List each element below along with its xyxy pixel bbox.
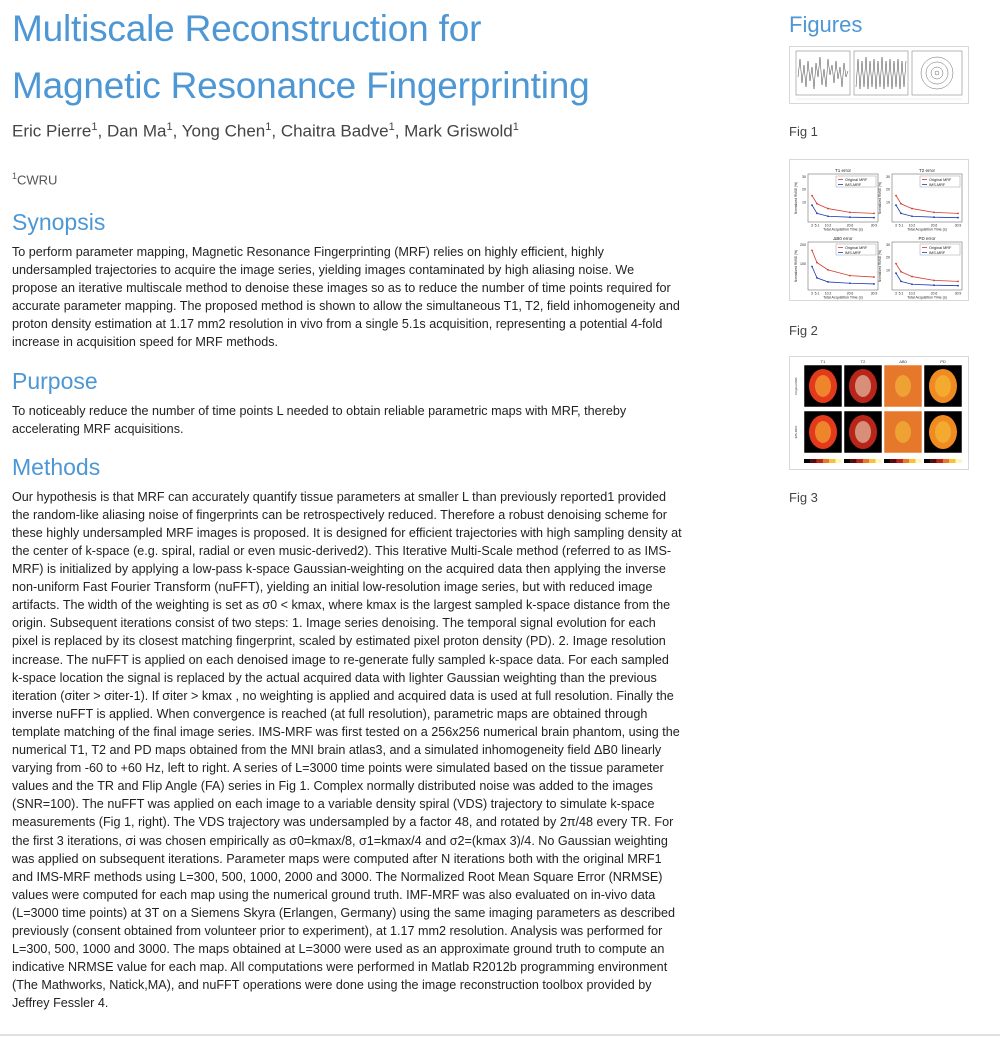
fig2-xtick: 20.6 [846, 223, 854, 228]
fig3-colorbar-segment [850, 459, 856, 463]
affiliation-sup: 1 [12, 170, 18, 181]
fig2-xtick: 3 [811, 291, 813, 296]
fig2-xlabel: Total Acquisition Time (s) [823, 295, 863, 300]
fig2-point-original [911, 276, 913, 278]
author-affil-sup: 1 [265, 121, 272, 133]
fig2-thumbnail[interactable] [789, 159, 969, 301]
fig2-ytick: 100 [800, 262, 806, 266]
fig2-xtick: 20.6 [846, 291, 854, 296]
fig2-xtick: 5.1 [898, 223, 904, 228]
fig2-point-original [895, 195, 897, 197]
fig2-point-original [911, 208, 913, 210]
author-affil-sup: 1 [166, 121, 173, 133]
fig2-point-original [933, 212, 935, 214]
fig2-point-original [900, 203, 902, 205]
fig2-ytick: 30 [802, 175, 806, 179]
fig3-colorbar-segment [897, 459, 903, 463]
fig2-point-original [811, 195, 813, 197]
methods-text: Our hypothesis is that MRF can accurately quantify tissue parameters at smaller L than previously reported1 provided the random-like aliasing noise of fingerprints can be retrospectively reduced. Therefore a robust denoising scheme for these highly undersampled MRF images is proposed. It is designed for efficient trajectories with high sampling density at the center of k-space (e.g. spiral, radial or even music-derived2). This Iterative Multi-Scale method (referred to as IMS-MRF) is initialized by applying a low-pass k-space Gaussian-weighting on the acquired data then applying the inverse non-uniform Fast Fourier Transform (nuFFT), yielding an initial low-resolution image series, but with reduced image artifacts. The width of the weighting is set as σ0 < kmax, where kmax is the largest sampled k-space distance from the origin. Subsequent iterations consist of two steps: 1. Image series denoising. The temporal signal evolution for each pixel is replaced by its closest matching fingerprint, scaled by estimated pixel proton density (PD). 2. Image resolution increase. The nuFFT is applied on each denoised image to re-generate fully sampled k-space data. For each sampled k-space location the signal is replaced by the actual acquired data with lighter Gaussian weighting than the previous iteration (σiter > σiter-1). If σiter > kmax , no weighting is applied and acquired data is used at full resolution. Finally the inverse nuFFT is applied. When convergence is reached (at full resolution), parametric maps are obtained through template matching of the final image series. IMS-MRF was first tested on a 256x256 numerical brain phantom, using the numerical T1, T2 and PD maps obtained from the MNI brain atlas3, and a simulated inhomogeneity field ΔB0 linearly varying from -60 to +60 Hz, left to right. A series of L=3000 time points were simulated based on the tissue parameter values and the TR and Flip Angle (FA) series in Fig 1. Complex normally distributed noise was added to the images (SNR=100). The nuFFT was applied on each image to a variable density spiral (VDS) trajectory to simulate k-space measurements (Fig 1, right). The VDS trajectory was undersampled by a factor 48, and rotated by 2π/48 every TR. For the first 3 iterations, σi was chosen empirically as σ0=kmax/8, σ1=kmax/4 and σ2=(kmax 3)/4. No Gaussian weighting was applied on subsequent iterations. Parameter maps were computed after N iterations both with the original MRF1 and IMS-MRF methods using L=300, 500, 1000, 2000 and 3000. The Normalized Root Mean Square Error (NRMSE) values were computed for each map using the numerical ground truth. IMF-MRF was also evaluated on in-vivo data (L=3000 time points) at 3T on a Siemens Skyra (Erlangen, Germany) using the same imaging parameters as described previously (consent obtained from volunteer prior to experiment), at 1.17 mm2 resolution. Analysis was performed for L=300, 500, 1000 and 3000. The maps obtained at L=3000 were used as an approximate ground truth to compute an indicative NRMSE value for each map. All computations were performed in Matlab R2012b programming environment (The Mathworks, Natick,MA), and nuFFT operations were done using the image reconstruction toolbox provided by Jeffrey Fessler 4. [12, 489, 682, 1011]
fig3-colorbar-segment [836, 459, 842, 463]
fig2-legend-label: IMS-MRF [845, 183, 862, 187]
affiliation [12, 167, 682, 189]
figures-heading: Figures [789, 12, 863, 37]
fig2-point-original [811, 250, 813, 252]
fig2-xtick: 5.1 [814, 291, 820, 296]
fig2-xtick: 3 [811, 223, 813, 228]
fig3-colorbar-segment [884, 459, 890, 463]
purpose-text: To noticeably reduce the number of time points L needed to obtain reliable parametric maps with MRF, thereby accelerating MRF acquisitions. [12, 403, 627, 436]
fig2-xtick: 5.1 [814, 223, 820, 228]
fig2-point-ims [873, 217, 875, 219]
fig3-colorbar-segment [916, 459, 922, 463]
fig3-colorbar-segment [829, 459, 835, 463]
fig1-graphic [790, 47, 968, 103]
fig2-point-original [827, 208, 829, 210]
fig2-xtick: 20.6 [930, 291, 938, 296]
author-affil-sup: 1 [388, 121, 395, 133]
fig2-xtick: 30.9 [954, 223, 962, 228]
fig2-point-ims [816, 212, 818, 214]
fig3-thumbnail[interactable] [789, 356, 969, 470]
fig2-label: Fig 2 [789, 323, 818, 338]
fig2-ylabel: Normalized RMSE (%) [794, 249, 798, 283]
fig2-ytick: 20 [886, 187, 890, 192]
fig3-colorbar-segment [930, 459, 936, 463]
fig2-point-original [933, 280, 935, 282]
author-affil-sup: 1 [91, 121, 98, 133]
fig2-ylabel: Normalized RMSE (%) [878, 249, 882, 283]
fig2-series-original [812, 196, 874, 214]
fig3-brain-core [855, 421, 871, 443]
fig2-point-ims [895, 204, 897, 206]
fig2-point-ims [816, 277, 818, 279]
fig2-ylabel: Normalized RMSE (%) [878, 181, 882, 215]
fig2-legend-label: IMS-MRF [845, 251, 862, 255]
fig3-colorbar-segment [869, 459, 875, 463]
fig2-series-ims [812, 266, 874, 283]
fig2-xtick: 10.2 [908, 291, 916, 296]
fig2-xlabel: Total Acquisition Time (s) [823, 227, 863, 232]
purpose-heading: Purpose [12, 367, 98, 394]
author-name: Yong Chen [181, 121, 266, 141]
fig2-point-ims [900, 280, 902, 282]
fig3-colorbar-segment [863, 459, 869, 463]
affiliation-name: CWRU [17, 171, 58, 187]
fig2-point-original [900, 271, 902, 273]
fig2-xtick: 20.6 [930, 223, 938, 228]
fig2-xlabel: Total Acquisition Time (s) [907, 295, 947, 300]
fig2-point-original [827, 269, 829, 271]
fig2-ytick: 20 [802, 187, 806, 192]
synopsis-text: To perform parameter mapping, Magnetic Resonance Fingerprinting (MRF) relies on highly efficient, highly undersampled trajectories to acquire the image series, yielding images contaminated by high aliasing noise. We propose an iterative multiscale method to denoise these images so as to reduce the number of time points required for accurate parameter mapping. The proposed method is shown to allow the simultaneous T1, T2, field inhomogeneity and proton density estimation at 1.17 mm2 resolution in vivo from a single 5.1s acquisition, representing a potential 4-fold increase in acquisition speed for MRF methods. [12, 244, 680, 350]
page-bottom-rule [0, 1034, 1000, 1036]
fig2-point-ims [849, 282, 851, 284]
fig2-point-original [957, 212, 959, 214]
fig2-legend-label: Original MRF [845, 178, 868, 182]
fig2-graphic [790, 160, 968, 300]
fig2-point-ims [957, 285, 959, 287]
title-line-2: Magnetic Resonance Fingerprinting [12, 65, 590, 106]
fig2-point-ims [933, 216, 935, 218]
fig2-ytick: 200 [800, 243, 806, 247]
author-name: Chaitra Badve [280, 121, 389, 141]
fig3-row-label: IMS-MRF [794, 425, 798, 439]
fig2-point-ims [849, 216, 851, 218]
fig2-point-original [849, 275, 851, 277]
fig2-point-ims [811, 204, 813, 206]
fig2-xtick: 5.1 [898, 291, 904, 296]
fig2-point-original [957, 280, 959, 282]
fig2-legend-label: Original MRF [845, 246, 868, 250]
fig2-ytick: 10 [802, 200, 806, 205]
fig2-point-ims [895, 272, 897, 274]
fig3-colorbar-segment [903, 459, 909, 463]
fig2-point-ims [900, 212, 902, 214]
fig2-ytick: 30 [886, 175, 890, 179]
fig2-ytick: 20 [886, 255, 890, 260]
fig2-legend-label: Original MRF [929, 246, 952, 250]
fig3-colorbar-segment [949, 459, 955, 463]
fig2-xtick: 10.2 [824, 223, 832, 228]
fig3-graphic [790, 357, 968, 469]
fig2-point-original [895, 263, 897, 265]
fig2-xtick: 30.9 [870, 223, 878, 228]
fig3-brain-core [815, 375, 831, 397]
fig2-panel-title: PD error [918, 236, 936, 241]
fig3-colorbar-segment [937, 459, 943, 463]
fig2-legend-label: IMS-MRF [929, 251, 946, 255]
fig2-legend-label: IMS-MRF [929, 183, 946, 187]
fig3-colorbar-segment [890, 459, 896, 463]
author-name: Mark Griswold [404, 121, 513, 141]
fig3-colorbar-segment [817, 459, 823, 463]
fig2-panel-title: ΔB0 error [833, 236, 853, 241]
fig3-colorbar-segment [943, 459, 949, 463]
fig3-brain-core [855, 375, 871, 397]
fig3-colorbar-segment [810, 459, 816, 463]
fig1-thumbnail[interactable] [789, 46, 969, 104]
synopsis-heading: Synopsis [12, 208, 106, 235]
fig2-point-ims [827, 281, 829, 283]
fig2-ylabel: Normalized RMSE (%) [794, 181, 798, 215]
fig2-xlabel: Total Acquisition Time (s) [907, 227, 947, 232]
fig2-panel-title: T2 error [918, 168, 936, 173]
fig1-label: Fig 1 [789, 124, 818, 139]
page-title [12, 0, 682, 114]
fig3-brain-core [895, 375, 911, 397]
fig2-series-original [896, 196, 958, 214]
fig2-ytick: 30 [886, 243, 890, 247]
fig2-xtick: 30.9 [870, 291, 878, 296]
fig3-colorbar-segment [876, 459, 882, 463]
fig2-series-original [896, 264, 958, 282]
abstract-main [12, 0, 682, 1012]
fig2-xtick: 10.2 [908, 223, 916, 228]
title-line-1: Multiscale Reconstruction for [12, 8, 482, 49]
fig2-point-original [873, 276, 875, 278]
fig2-point-ims [827, 215, 829, 217]
figures-sidebar [789, 0, 979, 505]
fig2-panel-title: T1 error [834, 168, 852, 173]
fig2-point-ims [873, 283, 875, 285]
fig2-point-ims [911, 283, 913, 285]
fig3-row-label: Original MRF [794, 377, 798, 395]
fig2-point-original [873, 212, 875, 214]
fig3-colorbar-segment [823, 459, 829, 463]
fig2-point-original [849, 212, 851, 214]
fig2-xtick: 10.2 [824, 291, 832, 296]
author-name: Dan Ma [106, 121, 167, 141]
fig2-point-ims [811, 266, 813, 268]
fig3-colorbar-segment [857, 459, 863, 463]
author-list: Eric Pierre$^1$, Dan Ma$^1$, Yong Chen$^1$, Chaitra Badve$^1$, Mark Griswold$^1$ [12, 121, 519, 141]
fig3-colorbar-segment [844, 459, 850, 463]
methods-heading: Methods [12, 453, 101, 480]
fig2-point-original [816, 203, 818, 205]
fig2-legend-label: Original MRF [929, 178, 952, 182]
fig2-ytick: 10 [886, 268, 890, 273]
fig3-colorbar-segment [804, 459, 810, 463]
author-affil-sup: 1 [512, 121, 519, 133]
fig3-brain-core [935, 375, 951, 397]
fig3-brain-core [815, 421, 831, 443]
fig2-xtick: 3 [895, 223, 897, 228]
fig3-colorbar-segment [909, 459, 915, 463]
fig3-col-label: ΔB0 [899, 359, 907, 364]
fig2-ytick: 10 [886, 200, 890, 205]
fig2-xtick: 3 [895, 291, 897, 296]
fig3-col-label: T1 [820, 359, 826, 364]
fig2-xtick: 30.9 [954, 291, 962, 296]
fig3-col-label: T2 [860, 359, 866, 364]
fig2-point-ims [957, 217, 959, 219]
fig2-point-ims [911, 215, 913, 217]
fig3-col-label: PD [940, 359, 946, 364]
fig3-colorbar-segment [956, 459, 962, 463]
author-name: Eric Pierre [12, 121, 92, 141]
fig3-brain-core [935, 421, 951, 443]
fig3-colorbar-segment [924, 459, 930, 463]
fig3-brain-core [895, 421, 911, 443]
fig2-point-original [816, 262, 818, 264]
fig3-label: Fig 3 [789, 490, 818, 505]
fig2-point-ims [933, 284, 935, 286]
